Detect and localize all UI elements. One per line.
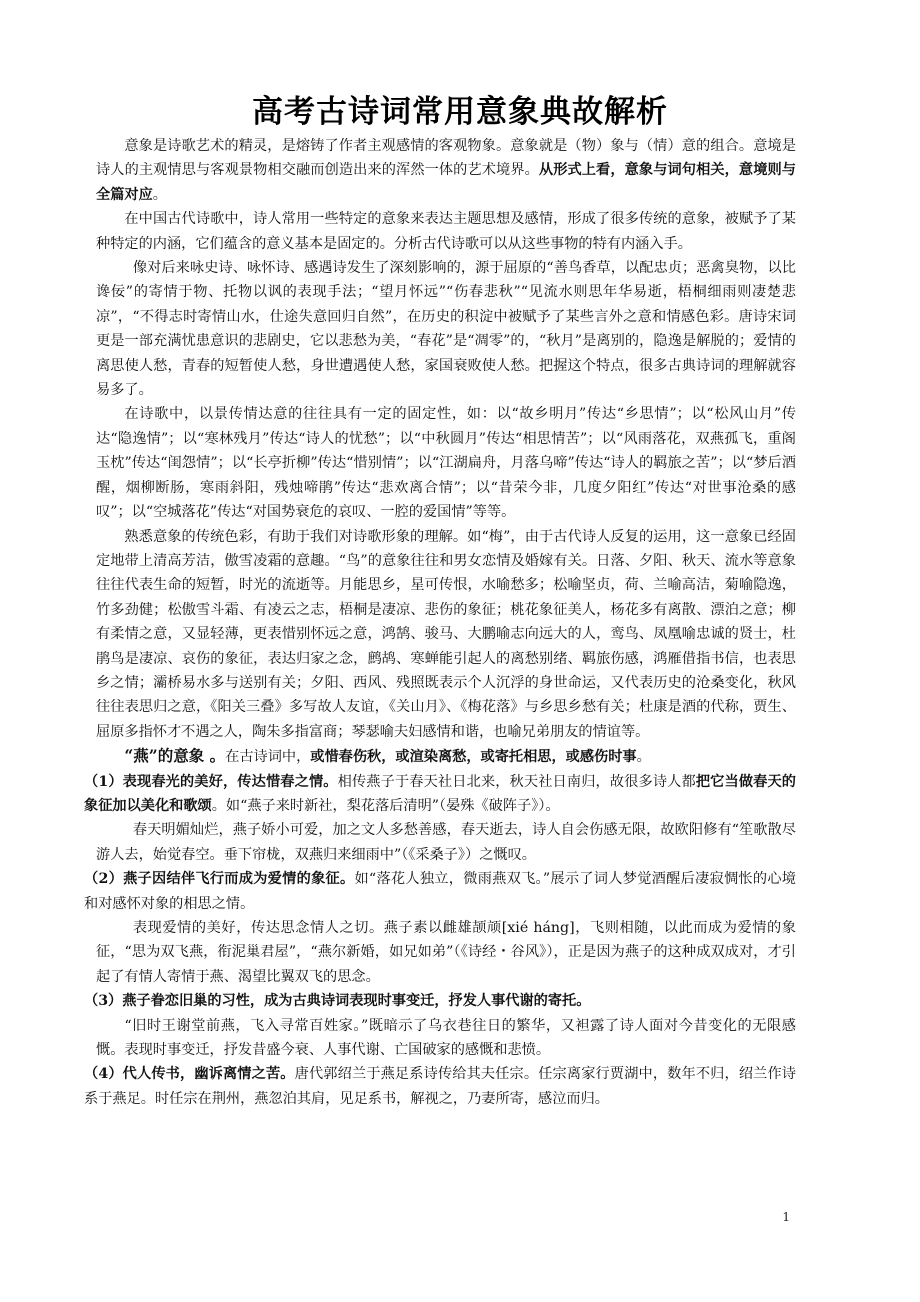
- document-title: 高考古诗词常用意象典故解析: [252, 94, 668, 130]
- paragraph-text: 相传燕子于春天社日北来，秋天社日南归，故很多诗人都: [337, 773, 696, 790]
- bold-text: 从形式上看，意象与词句相关，意境则与全篇对应: [96, 162, 796, 203]
- paragraph-traditional-colors: 熟悉意象的传统色彩，有助于我们对诗歌形象的理解。如“梅”，由于古代诗人反复的运用，这一意象已经固定地带上清高芳洁，傲雪凌霜的意趣。“鸟”的意象往往和男女恋情及婚嫁有关。日落、夕阳、秋天、流水等意象往往代表生命的短暂，时光的流逝等。月能思乡，星可传恨，水喻愁多；松喻坚贞，荷、兰喻高洁，菊喻隐逸，竹多劲健；松傲雪斗霜、有凌云之志，梧桐是凄凉、悲伤的象征；桃花象征美人，杨花多有离散、漂泊之意；柳有柔情之意，又显轻薄，更表惜别怀远之意，鸿鹄、骏马、大鹏喻志向远大的人，鸾鸟、凤凰喻忠诚的贤士，杜鹃鸟是凄凉、哀伤的象征，表达归家之念，鹧鸪、寒蝉能引起人的离愁别绪、羁旅伤感，鸿雁借指书信，也表思乡之情；灞桥易水多与送别有关；夕阳、西风、残照既表示个人沉浮的身世命运，又代表历史的沧桑变化，秋风往往表思归之意，《阳关三叠》多写故人友谊，《关山月》、《梅花落》与乡思乡愁有关；杜康是酒的代称，贾生、屈原多指怀才不遇之人，陶朱多指富商；琴瑟喻夫妇感情和谐，也喻兄弟朋友的情谊等。: [96, 528, 796, 740]
- point-heading: （2）燕子因结伴飞行而成为爱情的象征。: [84, 871, 355, 888]
- page-number: 1: [782, 1210, 790, 1224]
- paragraph-scene-emotion: 在诗歌中，以景传情达意的往往具有一定的固定性，如：以“故乡明月”传达“乡思情”；以“松风山月”传达“隐逸情”；以“寒林残月”传达“诗人的忧愁”；以“中秋圆月”传达“相思情苦”；以“风雨落花，双燕孤飞，重阁玉枕”传达“闺怨情”；以“长亭折柳”传达“惜别情”；以“江湖扁舟，月落乌啼”传达“诗人的羁旅之苦”；以“梦后酒醒，烟柳断肠，寒雨斜阳，残烛啼鹃”传达“悲欢离合情”；以“昔荣今非，几度夕阳红”传达“对世事沧桑的感叹”；以“空城落花”传达“对国势衰危的哀叹、一腔的爱国情”等等。: [96, 406, 796, 521]
- point-heading: （3）燕子眷恋旧巢的习性，成为古典诗词表现时事变迁，抒发人事代谢的寄托。: [84, 993, 591, 1010]
- paragraph-text: 在古诗词中，: [225, 749, 311, 766]
- swallow-point-4: [84, 1062, 796, 1111]
- paragraph-imagery-tradition: 在中国古代诗歌中，诗人常用一些特定的意象来表达主题思想及感情，形成了很多传统的意象，被赋予了某种特定的内涵，它们蕴含的意义基本是固定的。分析古代诗歌可以从这些事物的特有内涵入手。: [96, 211, 796, 252]
- point-heading: （4）代人传书，幽诉离情之苦。: [84, 1066, 295, 1083]
- swallow-point-1-detail: 春天明媚灿烂，燕子娇小可爱，加之文人多愁善感，春天逝去，诗人自会伤感无限，故欧阳修有“笙歌散尽游人去，始觉春空。垂下帘栊，双燕归来细雨中”（《采桑子》）之慨叹。: [96, 822, 796, 863]
- paragraph-text: 。: [636, 749, 651, 766]
- point-heading: （1）表现春光的美好，传达惜春之情。: [84, 773, 338, 790]
- swallow-section-heading: [96, 744, 796, 769]
- swallow-point-1: [84, 770, 796, 819]
- document-body: [84, 134, 796, 1111]
- paragraph-text: 。如“燕子来时新社，梨花落后清明”（晏殊《破阵子》）。: [211, 797, 560, 814]
- bold-text: 或惜春伤秋，或渲染离愁，或寄托相思，或感伤时事: [310, 749, 637, 766]
- paragraph-qu-yuan: 像对后来咏史诗、咏怀诗、感遇诗发生了深刻影响的，源于屈原的“善鸟香草，以配忠贞；恶禽臭物，以比谗佞”的寄情于物、托物以讽的表现手法；“望月怀远”“伤春悲秋”“见流水则思年华易逝，梧桐细雨则凄楚悲凉”，“不得志时寄情山水，仕途失意回归自然”，在历史的积淀中被赋予了某些言外之意和情感色彩。唐诗宋词更是一部充满忧患意识的悲剧史，它以悲愁为美，“春花”是“凋零”的，“秋月”是离别的，隐逸是解脱的；爱情的离思使人愁，青春的短暂使人愁，身世遭遇使人愁，家国衰败使人愁。把握这个特点，很多古典诗词的理解就容易多了。: [96, 260, 796, 399]
- swallow-point-2: [84, 867, 796, 916]
- paragraph-text: 意象是诗歌艺术的精灵，是熔铸了作者主观感情的客观物象。意象就是（物）象与（情）意的组合。意境是诗人的主观情思与客观景物相交融而创造出来的浑然一体的艺术境界。: [96, 138, 796, 179]
- paragraph-text: 如“落花人独立，微雨燕双飞。”展示了词人梦觉酒醒后凄寂惆怅的心境和对感怀对象的相思之情。: [84, 871, 796, 912]
- swallow-point-2-detail: 表现爱情的美好，传达思念情人之切。燕子素以雌雄颉颃[xié háng]，飞则相随，以此而成为爱情的象征，“思为双飞燕，衔泥巢君屋”，“燕尔新婚，如兄如弟”（《诗经・谷风》），正是因为燕子的这种成双成对，才引起了有情人寄情于燕、渴望比翼双飞的思念。: [96, 920, 796, 985]
- swallow-heading-label: “燕”的意象 。: [124, 746, 226, 766]
- paragraph-text: 。: [152, 186, 167, 203]
- swallow-point-3-detail: “旧时王谢堂前燕，飞入寻常百姓家。”既暗示了乌衣巷往日的繁华，又袒露了诗人面对今昔变化的无限感慨。表现时事变迁，抒发昔盛今衰、人事代谢、亡国破家的感慨和悲愤。: [96, 1017, 796, 1059]
- paragraph-text: 唐代郭绍兰于燕足系诗传给其夫任宗。任宗离家行贾湖中，数年不归，绍兰作诗系于燕足。时任宗在荆州，燕忽泊其肩，见足系书，解视之，乃妻所寄，感泣而归。: [84, 1066, 796, 1107]
- paragraph-intro: [96, 134, 796, 207]
- bold-text: 把它当做春天的象征加以美化和歌颂: [84, 773, 796, 814]
- swallow-point-3: [84, 989, 796, 1013]
